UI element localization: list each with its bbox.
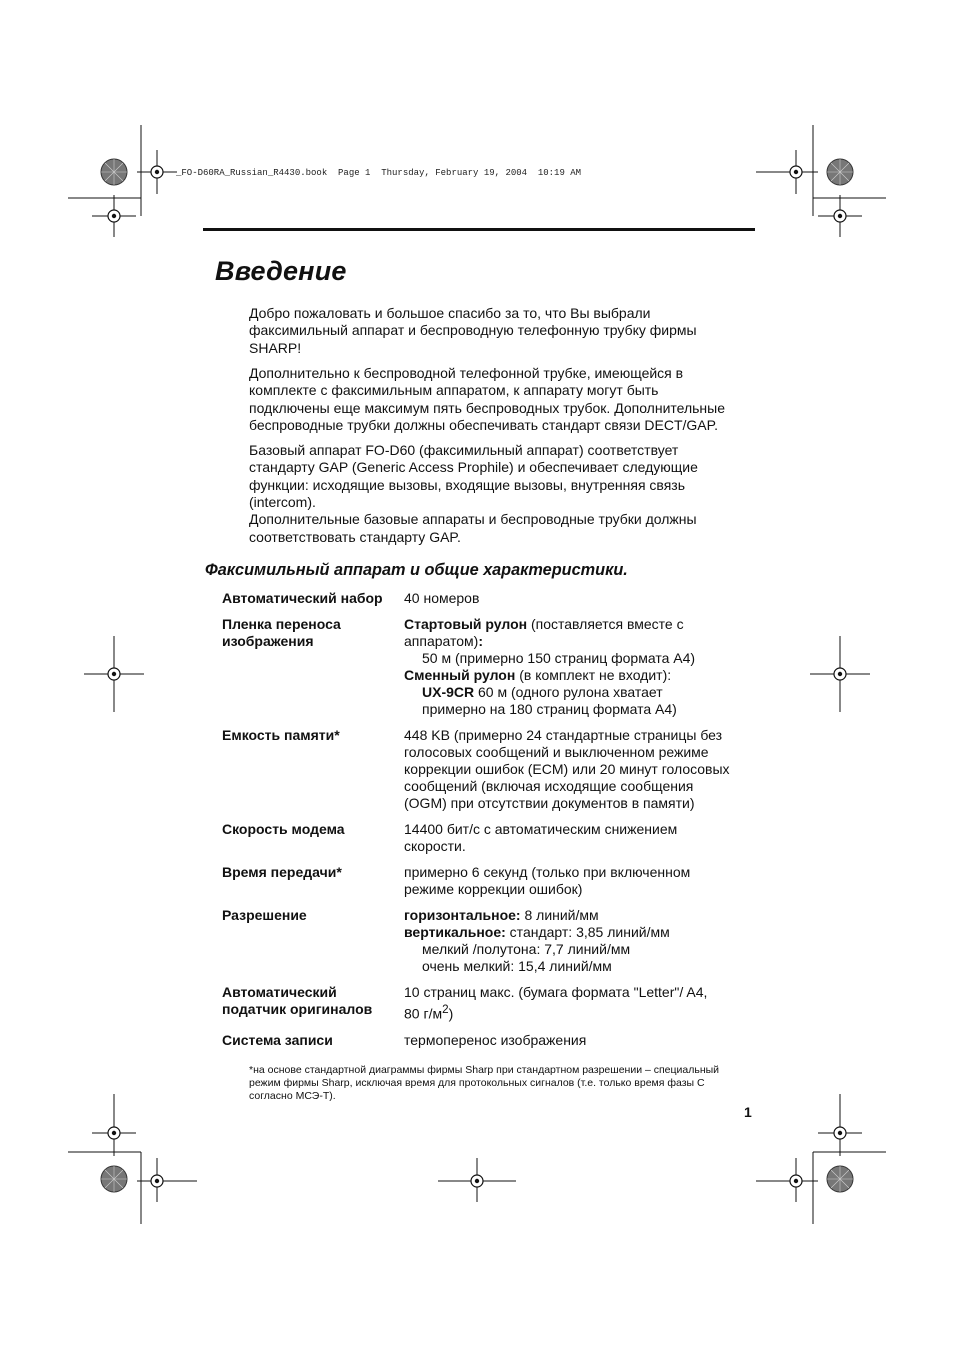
title-rule xyxy=(203,228,755,231)
text-line: голосовых сообщений и выключенном режиме xyxy=(404,744,709,760)
text-line: функции: исходящие вызовы, входящие вызовы, внутренняя связь xyxy=(249,476,685,493)
spec-row-adf xyxy=(222,984,762,1023)
spec-value xyxy=(404,727,762,812)
spec-row-resolution xyxy=(222,907,762,975)
text-line: комплекте с факсимильным аппаратом, к аппарату могут быть xyxy=(249,382,659,399)
text-line: очень мелкий: 15,4 линий/мм xyxy=(422,958,612,974)
spec-row-recording xyxy=(222,1032,762,1049)
spec-label: Емкость памяти* xyxy=(222,727,340,743)
intro-text xyxy=(249,305,749,554)
text-fragment: (в комплект не входит): xyxy=(515,667,672,683)
text-line: примерно 6 секунд (только при включенном xyxy=(404,864,691,880)
print-header: _FO-D60RA_Russian_R4430.book Page 1 Thursday, February 19, 2004 10:19 AM xyxy=(176,168,582,178)
text-fragment: 80 г/м xyxy=(404,1005,443,1022)
starter-roll-label: Стартовый рулон xyxy=(404,616,528,632)
text-fragment: : xyxy=(478,633,483,649)
text-fragment: 60 м (одного рулона хватает xyxy=(474,684,663,700)
text-line: коррекции ошибок (ECM) или 20 минут голосовых xyxy=(404,761,730,777)
text-line: соответствовать стандарту GAP. xyxy=(249,528,461,545)
page-title: Введение xyxy=(215,256,347,286)
page-number: 1 xyxy=(744,1104,752,1120)
spec-label: Система записи xyxy=(222,1031,333,1048)
intro-paragraph xyxy=(249,365,749,435)
spec-table xyxy=(222,590,762,1058)
text-line: Дополнительно к беспроводной телефонной трубке, имеющейся в xyxy=(249,364,684,381)
spec-row-film xyxy=(222,616,762,718)
intro-paragraph xyxy=(249,511,749,546)
intro-paragraph xyxy=(249,305,749,357)
model-line xyxy=(404,684,762,718)
spec-row-autodial xyxy=(222,590,762,607)
text-line: мелкий /полутона: 7,7 линий/мм xyxy=(422,941,631,957)
vertical-label: вертикальное: xyxy=(404,924,506,940)
text-line: *на основе стандартной диаграммы фирмы Sharp при стандартном разрешении – специальный xyxy=(249,1064,720,1076)
text-line: беспроводные трубки должны обеспечивать стандарт связи DECT/GAP. xyxy=(249,416,719,433)
spec-value: 40 номеров xyxy=(404,590,480,606)
spec-row-modem xyxy=(222,821,762,855)
intro-paragraph xyxy=(249,442,749,512)
text-line: подключены еще максимум пять беспроводных трубок. Дополнительные xyxy=(249,399,726,416)
spec-value xyxy=(404,821,762,855)
text-line: режим фирмы Sharp, исключая время для протокольных сигналов (т.е. только время фазы C xyxy=(249,1077,705,1089)
model-code: UX-9CR xyxy=(422,684,475,700)
footnote xyxy=(249,1064,769,1103)
spec-value: термоперенос изображения xyxy=(404,1031,587,1048)
text-line: (intercom). xyxy=(249,494,316,511)
text-line: Автоматический xyxy=(222,984,337,1000)
text-fragment: стандарт: 3,85 линий/мм xyxy=(505,924,670,940)
text-fragment: (поставляется вместе с xyxy=(527,616,684,632)
text-line: факсимильный аппарат и беспроводную телефонную трубку фирмы xyxy=(249,322,697,339)
text-fragment: ) xyxy=(448,1005,454,1022)
text-line: аппаратом) xyxy=(404,633,479,649)
spec-value xyxy=(404,907,762,975)
text-fragment: 8 линий/мм xyxy=(520,907,599,923)
section-title: Факсимильный аппарат и общие характеристики. xyxy=(205,561,628,579)
text-line: сообщений (включая исходящие сообщения xyxy=(404,778,694,794)
spec-label xyxy=(222,616,404,718)
text-line: примерно на 180 страниц формата A4) xyxy=(422,701,677,717)
horizontal-label: горизонтальное: xyxy=(404,907,521,923)
spec-row-memory xyxy=(222,727,762,812)
text-line: скорости. xyxy=(404,838,466,854)
spec-label: Автоматический набор xyxy=(222,590,383,606)
text-line: Базовый аппарат FO-D60 (факсимильный аппарат) соответствует xyxy=(249,441,679,458)
text-line: Пленка переноса xyxy=(222,616,341,632)
text-line: 14400 бит/с с автоматическим снижением xyxy=(404,821,678,837)
spec-label: Скорость модема xyxy=(222,821,345,837)
text-line: SHARP! xyxy=(249,339,302,356)
text-line: податчик оригиналов xyxy=(222,1001,373,1017)
spec-value xyxy=(404,864,762,898)
spec-label: Время передачи* xyxy=(222,864,342,880)
replacement-roll-label: Сменный рулон xyxy=(404,667,516,683)
text-line: изображения xyxy=(222,633,314,649)
spec-value xyxy=(404,984,762,1023)
text-line: 10 страниц макс. (бумага формата "Letter"/ A4, xyxy=(404,984,708,1000)
spec-value xyxy=(404,616,762,718)
text-line: (OGM) при отсутствии документов в памяти) xyxy=(404,795,695,811)
text-line: Дополнительные базовые аппараты и беспроводные трубки должны xyxy=(249,511,697,528)
superscript: 2 xyxy=(442,1003,449,1016)
text-line: Добро пожаловать и большое спасибо за то, что Вы выбрали xyxy=(249,305,651,321)
spec-row-tx-time xyxy=(222,864,762,898)
spec-label xyxy=(222,984,404,1023)
text-line: 50 м (примерно 150 страниц формата A4) xyxy=(422,650,696,666)
text-line: согласно МСЭ-Т). xyxy=(249,1090,336,1102)
text-line: стандарту GAP (Generic Access Prophile) и обеспечивает следующие xyxy=(249,459,698,476)
text-line: режиме коррекции ошибок) xyxy=(404,881,583,897)
spec-label: Разрешение xyxy=(222,907,307,923)
text-line: 448 KB (примерно 24 стандартные страницы без xyxy=(404,727,723,743)
